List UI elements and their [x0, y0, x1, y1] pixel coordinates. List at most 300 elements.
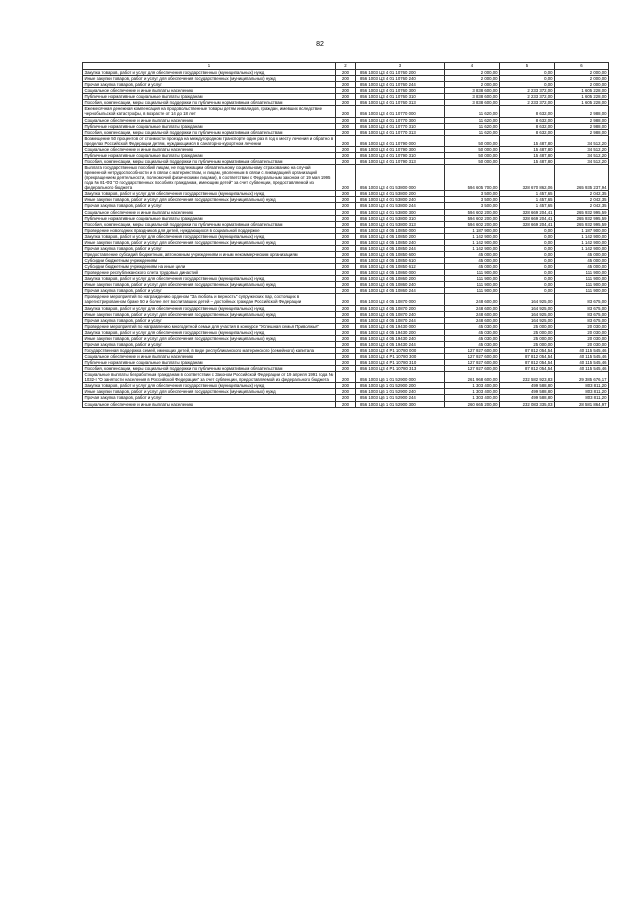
row-executed: 0,00: [500, 270, 555, 276]
row-budget-code: 856 1003 Ц6 1 01 52900 000: [356, 372, 445, 383]
row-line-code: 200: [336, 251, 356, 257]
table-row: [83, 165, 609, 191]
table-row: [83, 106, 609, 117]
row-unexecuted: 265 935 237,94: [555, 165, 609, 191]
row-executed: 15 487,80: [500, 135, 555, 146]
row-budget-code: 856 1003 Ц3 4 01 10770 000: [356, 106, 445, 117]
row-unexecuted: 1 142 900,00: [555, 245, 609, 251]
row-unexecuted: 83 675,00: [555, 294, 609, 305]
row-unexecuted: 20 030,00: [555, 335, 609, 341]
row-budget-code: 856 1003 Ц3 4 05 10850 000: [356, 227, 445, 233]
row-budget-code: 856 1003 Ц3 4 05 10850 240: [356, 239, 445, 245]
row-budget-code: 856 1003 Ц3 4 01 53800 244: [356, 203, 445, 209]
row-executed: 25 000,00: [500, 329, 555, 335]
row-unexecuted: 40 115 545,46: [555, 347, 609, 353]
row-budget-code: 856 1003 Ц3 4 P1 10780 000: [356, 347, 445, 353]
table-row: [83, 88, 609, 94]
row-description: Иные закупки товаров, работ и услуг для обеспечения государственных (муниципальных) нужд: [83, 335, 336, 341]
row-unexecuted: 2 042,35: [555, 203, 609, 209]
row-description: Проведение республиканского слета трудовых династий: [83, 270, 336, 276]
row-approved: 3 500,00: [445, 203, 500, 209]
row-budget-code: 856 1003 Ц3 4 05 10850 600: [356, 251, 445, 257]
row-unexecuted: 803 811,20: [555, 383, 609, 389]
row-unexecuted: 2 000,00: [555, 70, 609, 76]
row-line-code: 200: [336, 245, 356, 251]
row-line-code: 200: [336, 341, 356, 347]
row-executed: 0,00: [500, 239, 555, 245]
row-budget-code: 856 1003 Ц3 4 01 10770 313: [356, 129, 445, 135]
row-budget-code: 856 1003 Ц3 4 05 10870 000: [356, 294, 445, 305]
row-budget-code: 856 1003 Ц3 4 05 10870 244: [356, 317, 445, 323]
row-budget-code: 856 1003 Ц3 4 01 10790 000: [356, 135, 445, 146]
row-unexecuted: 111 900,00: [555, 270, 609, 276]
row-budget-code: 856 1003 Ц3 4 05 10850 200: [356, 233, 445, 239]
row-approved: 1 303 400,00: [445, 395, 500, 401]
row-executed: 1 457,65: [500, 197, 555, 203]
row-unexecuted: 1 605 228,00: [555, 100, 609, 106]
row-executed: 87 812 054,54: [500, 354, 555, 360]
row-executed: 15 487,80: [500, 152, 555, 158]
row-approved: 1 303 400,00: [445, 383, 500, 389]
table-row: [83, 135, 609, 146]
row-executed: 87 812 054,54: [500, 366, 555, 372]
row-description: Проведение мероприятий по награждению орденом "За любовь и верность" супружеских пар, состоящих в зарегистрированном браке 50 и более лет воспитавших детей – достойных граждан Российской Федерации: [83, 294, 336, 305]
row-executed: 164 925,00: [500, 294, 555, 305]
row-executed: 25 000,00: [500, 323, 555, 329]
row-description: Субсидии бюджетным учреждениям на иные цели: [83, 264, 336, 270]
row-line-code: 200: [336, 106, 356, 117]
row-approved: 3 500,00: [445, 191, 500, 197]
row-approved: 594 605 700,00: [445, 165, 500, 191]
row-approved: 45 030,00: [445, 335, 500, 341]
row-budget-code: 856 1003 Ц3 4 05 10860 200: [356, 276, 445, 282]
row-budget-code: 856 1003 Ц3 4 01 53800 300: [356, 209, 445, 215]
row-description: Прочая закупка товаров, работ и услуг: [83, 82, 336, 88]
row-description: Закупка товаров, работ и услуг для обеспечения государственных (муниципальных) нужд: [83, 329, 336, 335]
row-unexecuted: 45 000,00: [555, 251, 609, 257]
row-budget-code: 856 1003 Ц3 4 01 53800 200: [356, 191, 445, 197]
table-row: [83, 372, 609, 383]
column-number: 6: [555, 63, 609, 70]
row-approved: 111 900,00: [445, 288, 500, 294]
row-description: Публичные нормативные социальные выплаты гражданам: [83, 94, 336, 100]
row-executed: 2 233 372,00: [500, 88, 555, 94]
row-approved: 45 030,00: [445, 341, 500, 347]
row-unexecuted: 20 030,00: [555, 323, 609, 329]
row-unexecuted: 34 512,20: [555, 152, 609, 158]
row-approved: 11 620,00: [445, 117, 500, 123]
row-description: Иные закупки товаров, работ и услуг для обеспечения государственных (муниципальных) нужд: [83, 311, 336, 317]
row-approved: 50 000,00: [445, 146, 500, 152]
row-description: Ежемесячная денежная компенсация на продовольственные товары детям инвалидов, граждан, имевших вследствие чернобыльской катастрофы, в возрасте от 14 до 18 лет: [83, 106, 336, 117]
row-approved: 1 142 900,00: [445, 245, 500, 251]
row-description: Иные закупки товаров, работ и услуг для обеспечения государственных (муниципальных) нужд: [83, 389, 336, 395]
row-unexecuted: 83 675,00: [555, 311, 609, 317]
row-approved: 111 900,00: [445, 276, 500, 282]
row-unexecuted: 28 581 864,97: [555, 401, 609, 407]
row-line-code: 200: [336, 215, 356, 221]
row-approved: 3 838 600,00: [445, 100, 500, 106]
row-approved: 248 600,00: [445, 311, 500, 317]
row-budget-code: 856 1003 Ц3 4 01 10760 240: [356, 76, 445, 82]
row-approved: 2 000,00: [445, 82, 500, 88]
row-description: Закупка товаров, работ и услуг для обеспечения государственных (муниципальных) нужд: [83, 305, 336, 311]
row-budget-code: 856 1003 Ц6 1 01 52900 244: [356, 395, 445, 401]
row-approved: 50 000,00: [445, 135, 500, 146]
row-executed: 0,00: [500, 233, 555, 239]
row-unexecuted: 2 042,35: [555, 191, 609, 197]
row-budget-code: 856 1003 Ц3 4 05 19430 200: [356, 329, 445, 335]
row-unexecuted: 1 187 900,00: [555, 227, 609, 233]
row-line-code: 200: [336, 354, 356, 360]
row-unexecuted: 1 605 228,00: [555, 94, 609, 100]
row-unexecuted: 2 000,00: [555, 82, 609, 88]
row-line-code: 200: [336, 282, 356, 288]
row-approved: 3 500,00: [445, 197, 500, 203]
row-executed: 8 632,00: [500, 123, 555, 129]
row-approved: 248 600,00: [445, 305, 500, 311]
row-line-code: 200: [336, 276, 356, 282]
row-description: Социальное обеспечение и иные выплаты населению: [83, 401, 336, 407]
row-approved: 11 620,00: [445, 123, 500, 129]
row-unexecuted: 29 385 676,17: [555, 372, 609, 383]
row-unexecuted: 2 000,00: [555, 76, 609, 82]
table-body: [83, 70, 609, 408]
row-approved: 3 838 600,00: [445, 88, 500, 94]
row-line-code: 200: [336, 347, 356, 353]
row-approved: 248 600,00: [445, 294, 500, 305]
table-row: [83, 360, 609, 366]
row-budget-code: 856 1003 Ц3 4 P1 10780 313: [356, 366, 445, 372]
row-description: Публичные нормативные социальные выплаты гражданам: [83, 360, 336, 366]
row-approved: 3 838 600,00: [445, 94, 500, 100]
row-budget-code: 856 1003 Ц3 4 01 10790 313: [356, 158, 445, 164]
row-budget-code: 856 1003 Ц3 4 01 10760 300: [356, 88, 445, 94]
row-budget-code: 856 1003 Ц3 4 01 10760 200: [356, 70, 445, 76]
row-line-code: 200: [336, 135, 356, 146]
row-line-code: 200: [336, 100, 356, 106]
row-executed: 8 632,00: [500, 117, 555, 123]
row-executed: 164 925,00: [500, 305, 555, 311]
column-number-row: [83, 63, 609, 70]
table-row: [83, 294, 609, 305]
row-line-code: 200: [336, 360, 356, 366]
row-line-code: 200: [336, 389, 356, 395]
row-line-code: 200: [336, 146, 356, 152]
row-line-code: 200: [336, 395, 356, 401]
row-line-code: 200: [336, 203, 356, 209]
row-approved: 111 900,00: [445, 282, 500, 288]
row-line-code: 200: [336, 165, 356, 191]
table-row: [83, 401, 609, 407]
row-executed: 87 812 054,54: [500, 360, 555, 366]
row-budget-code: 856 1003 Ц3 4 01 10770 300: [356, 117, 445, 123]
row-executed: 0,00: [500, 82, 555, 88]
row-executed: 328 670 862,06: [500, 165, 555, 191]
row-executed: 499 588,80: [500, 383, 555, 389]
row-approved: 1 187 900,00: [445, 227, 500, 233]
row-unexecuted: 1 142 900,00: [555, 239, 609, 245]
row-unexecuted: 2 988,00: [555, 117, 609, 123]
row-description: Прочая закупка товаров, работ и услуг: [83, 341, 336, 347]
row-approved: 50 000,00: [445, 152, 500, 158]
row-executed: 1 457,65: [500, 203, 555, 209]
row-budget-code: 856 1003 Ц3 4 01 10770 310: [356, 123, 445, 129]
row-budget-code: 856 1003 Ц3 4 05 10860 240: [356, 282, 445, 288]
row-description: Закупка товаров, работ и услуг для обеспечения государственных (муниципальных) нужд: [83, 383, 336, 389]
row-unexecuted: 2 042,35: [555, 197, 609, 203]
row-line-code: 200: [336, 221, 356, 227]
row-description: Публичные нормативные социальные выплаты гражданам: [83, 152, 336, 158]
row-line-code: 200: [336, 258, 356, 264]
row-description: Публичные нормативные социальные выплаты гражданам: [83, 215, 336, 221]
table-row: [83, 94, 609, 100]
row-executed: 164 925,00: [500, 317, 555, 323]
row-approved: 594 602 200,00: [445, 215, 500, 221]
row-description: Социальные выплаты безработным гражданам в соответствии с Законом Российской Федерации от 19 апреля 1991 года № 1032-I "О занятости населения в Российской Федерации" за счет субвенции, предоставляемой из федерального бюджета: [83, 372, 336, 383]
row-executed: 0,00: [500, 276, 555, 282]
row-unexecuted: 40 115 545,46: [555, 366, 609, 372]
row-executed: 0,00: [500, 264, 555, 270]
row-unexecuted: 2 988,00: [555, 106, 609, 117]
row-description: Пособия, компенсации, меры социальной поддержки по публичным нормативным обязательствам: [83, 221, 336, 227]
row-line-code: 200: [336, 76, 356, 82]
row-line-code: 200: [336, 372, 356, 383]
row-description: Социальное обеспечение и иные выплаты населению: [83, 117, 336, 123]
row-line-code: 200: [336, 197, 356, 203]
row-approved: 127 927 600,00: [445, 347, 500, 353]
table-row: [83, 209, 609, 215]
row-approved: 594 602 200,00: [445, 209, 500, 215]
row-executed: 15 487,80: [500, 146, 555, 152]
row-executed: 2 233 372,00: [500, 94, 555, 100]
row-line-code: 200: [336, 264, 356, 270]
table-row: [83, 354, 609, 360]
row-line-code: 200: [336, 305, 356, 311]
row-description: Прочая закупка товаров, работ и услуг: [83, 317, 336, 323]
row-unexecuted: 83 675,00: [555, 305, 609, 311]
row-description: Иные закупки товаров, работ и услуг для обеспечения государственных (муниципальных) нужд: [83, 76, 336, 82]
row-executed: 1 457,65: [500, 191, 555, 197]
row-budget-code: 856 1003 Ц3 4 05 19430 240: [356, 335, 445, 341]
row-executed: 0,00: [500, 76, 555, 82]
row-line-code: 200: [336, 70, 356, 76]
row-description: Социальное обеспечение и иные выплаты населению: [83, 209, 336, 215]
row-unexecuted: 45 000,00: [555, 264, 609, 270]
row-description: Социальное обеспечение и иные выплаты населению: [83, 88, 336, 94]
row-line-code: 200: [336, 191, 356, 197]
row-description: Государственная поддержка семей, имеющих детей, в виде республиканского материнского (семейного) капитала: [83, 347, 336, 353]
row-description: Пособия, компенсации, меры социальной поддержки по публичным нормативным обязательствам: [83, 129, 336, 135]
row-description: Предоставление субсидий бюджетным, автономным учреждениям и иным некоммерческим организациям: [83, 251, 336, 257]
row-description: Проведение мероприятий по направлению многодетной семьи для участия в конкурсе "Успешная семья Приволжья": [83, 323, 336, 329]
row-budget-code: 856 1003 Ц3 4 01 10790 310: [356, 152, 445, 158]
row-unexecuted: 2 988,00: [555, 123, 609, 129]
row-budget-code: 856 1003 Ц3 4 01 10760 244: [356, 82, 445, 88]
row-description: Публичные нормативные социальные выплаты гражданам: [83, 123, 336, 129]
row-unexecuted: 20 030,00: [555, 329, 609, 335]
row-unexecuted: 803 811,20: [555, 389, 609, 395]
row-unexecuted: 1 605 228,00: [555, 88, 609, 94]
row-approved: 45 000,00: [445, 251, 500, 257]
row-description: Прочая закупка товаров, работ и услуг: [83, 288, 336, 294]
row-unexecuted: 803 811,20: [555, 395, 609, 401]
row-budget-code: 856 1003 Ц3 4 05 10850 244: [356, 245, 445, 251]
row-unexecuted: 34 512,20: [555, 135, 609, 146]
row-executed: 0,00: [500, 258, 555, 264]
row-description: Выплата государственных пособий лицам, не подлежащим обязательному социальному страхованию на случай временной нетрудоспособности и в связи с материнством, и лицам, уволенным в связи с ликвидацией организаций (прекращением деятельности, полномочий физическими лицами), в соответствии с Федеральным законом от 19 мая 1995 года № 81-ФЗ "О государственных пособиях гражданам, имеющим детей" за счет субвенции, предоставляемой из федерального бюджета: [83, 165, 336, 191]
row-line-code: 200: [336, 233, 356, 239]
row-unexecuted: 40 115 545,46: [555, 360, 609, 366]
row-line-code: 200: [336, 383, 356, 389]
row-approved: 1 142 900,00: [445, 233, 500, 239]
row-unexecuted: 20 030,00: [555, 341, 609, 347]
row-budget-code: 856 1003 Ц3 4 01 10760 313: [356, 100, 445, 106]
row-line-code: 200: [336, 88, 356, 94]
table-row: [83, 366, 609, 372]
row-description: Пособия, компенсации, меры социальной поддержки по публичным нормативным обязательствам: [83, 100, 336, 106]
row-unexecuted: 1 142 900,00: [555, 233, 609, 239]
row-executed: 87 812 054,54: [500, 347, 555, 353]
row-description: Иные закупки товаров, работ и услуг для обеспечения государственных (муниципальных) нужд: [83, 239, 336, 245]
row-approved: 45 000,00: [445, 264, 500, 270]
column-number: 5: [500, 63, 555, 70]
row-approved: 594 602 200,00: [445, 221, 500, 227]
page-number: 82: [316, 41, 324, 48]
row-line-code: 200: [336, 317, 356, 323]
row-line-code: 200: [336, 335, 356, 341]
row-executed: 0,00: [500, 245, 555, 251]
table-row: [83, 221, 609, 227]
row-budget-code: 856 1003 Ц3 4 05 10850 612: [356, 264, 445, 270]
row-description: Иные закупки товаров, работ и услуг для обеспечения государственных (муниципальных) нужд: [83, 197, 336, 203]
row-line-code: 200: [336, 294, 356, 305]
row-approved: 1 142 900,00: [445, 239, 500, 245]
row-line-code: 200: [336, 82, 356, 88]
table-row: [83, 100, 609, 106]
row-unexecuted: 111 900,00: [555, 276, 609, 282]
row-approved: 50 000,00: [445, 158, 500, 164]
row-budget-code: 856 1003 Ц6 1 01 52900 200: [356, 383, 445, 389]
row-description: Субсидии бюджетным учреждениям: [83, 258, 336, 264]
row-executed: 499 588,80: [500, 395, 555, 401]
row-description: Проведение новогодних праздников для детей, нуждающихся в социальной поддержке: [83, 227, 336, 233]
row-description: Пособия, компенсации, меры социальной поддержки по публичным нормативным обязательствам: [83, 366, 336, 372]
column-number: 2: [336, 63, 356, 70]
row-executed: 0,00: [500, 251, 555, 257]
row-description: Социальное обеспечение и иные выплаты населению: [83, 354, 336, 360]
row-budget-code: 856 1003 Ц3 4 P1 10780 300: [356, 354, 445, 360]
budget-execution-table: [82, 62, 609, 408]
row-line-code: 200: [336, 329, 356, 335]
row-unexecuted: 34 512,20: [555, 158, 609, 164]
row-budget-code: 856 1003 Ц3 4 01 53800 240: [356, 197, 445, 203]
row-line-code: 200: [336, 227, 356, 233]
row-executed: 15 487,80: [500, 158, 555, 164]
row-executed: 8 632,00: [500, 106, 555, 117]
row-description: Социальное обеспечение и иные выплаты населению: [83, 146, 336, 152]
row-line-code: 200: [336, 209, 356, 215]
row-approved: 2 000,00: [445, 76, 500, 82]
row-line-code: 200: [336, 288, 356, 294]
column-number: 1: [83, 63, 336, 70]
row-approved: 45 030,00: [445, 323, 500, 329]
row-budget-code: 856 1003 Ц3 4 01 53800 313: [356, 221, 445, 227]
row-description: Закупка товаров, работ и услуг для обеспечения государственных (муниципальных) нужд: [83, 233, 336, 239]
row-executed: 328 669 204,41: [500, 221, 555, 227]
row-approved: 11 620,00: [445, 106, 500, 117]
row-description: Прочая закупка товаров, работ и услуг: [83, 395, 336, 401]
row-unexecuted: 2 988,00: [555, 129, 609, 135]
row-description: Закупка товаров, работ и услуг для обеспечения государственных (муниципальных) нужд: [83, 70, 336, 76]
row-executed: 25 000,00: [500, 335, 555, 341]
row-budget-code: 856 1003 Ц3 4 05 10870 200: [356, 305, 445, 311]
row-line-code: 200: [336, 158, 356, 164]
row-budget-code: 856 1003 Ц3 4 05 10850 610: [356, 258, 445, 264]
column-number: 4: [445, 63, 500, 70]
row-approved: 261 968 600,00: [445, 372, 500, 383]
row-executed: 0,00: [500, 282, 555, 288]
row-unexecuted: 40 115 545,46: [555, 354, 609, 360]
row-budget-code: 856 1003 Ц6 1 01 52900 300: [356, 401, 445, 407]
row-executed: 328 669 204,41: [500, 215, 555, 221]
row-line-code: 200: [336, 270, 356, 276]
row-description: Иные закупки товаров, работ и услуг для обеспечения государственных (муниципальных) нужд: [83, 282, 336, 288]
row-executed: 232 083 335,03: [500, 401, 555, 407]
row-unexecuted: 45 000,00: [555, 258, 609, 264]
row-executed: 328 669 204,41: [500, 209, 555, 215]
row-executed: 164 925,00: [500, 311, 555, 317]
row-line-code: 200: [336, 123, 356, 129]
row-executed: 25 000,00: [500, 341, 555, 347]
row-budget-code: 856 1003 Ц3 4 01 53800 310: [356, 215, 445, 221]
row-line-code: 200: [336, 152, 356, 158]
row-description: Закупка товаров, работ и услуг для обеспечения государственных (муниципальных) нужд: [83, 191, 336, 197]
row-executed: 0,00: [500, 288, 555, 294]
row-approved: 111 900,00: [445, 270, 500, 276]
row-executed: 232 582 923,83: [500, 372, 555, 383]
row-approved: 45 000,00: [445, 258, 500, 264]
row-executed: 8 632,00: [500, 129, 555, 135]
row-approved: 127 927 600,00: [445, 360, 500, 366]
row-unexecuted: 265 932 995,59: [555, 221, 609, 227]
row-unexecuted: 83 675,00: [555, 317, 609, 323]
row-budget-code: 856 1003 Ц3 4 05 10860 000: [356, 270, 445, 276]
row-line-code: 200: [336, 401, 356, 407]
row-description: Пособия, компенсации, меры социальной поддержки по публичным нормативным обязательствам: [83, 158, 336, 164]
row-budget-code: 856 1003 Ц3 4 05 19430 244: [356, 341, 445, 347]
row-budget-code: 856 1003 Ц3 4 01 53800 000: [356, 165, 445, 191]
row-description: Возмещение 50 процентов от стоимости проезда на междугородном транспорте один раз в год к месту лечения и обратно в пределах Российской Федерации детям, нуждающимся в санаторно-курортном лечении: [83, 135, 336, 146]
row-unexecuted: 265 932 995,59: [555, 215, 609, 221]
table-row: [83, 215, 609, 221]
row-description: Прочая закупка товаров, работ и услуг: [83, 245, 336, 251]
row-budget-code: 856 1003 Ц3 4 01 10760 310: [356, 94, 445, 100]
row-approved: 1 303 400,00: [445, 389, 500, 395]
row-budget-code: 856 1003 Ц6 1 01 52900 240: [356, 389, 445, 395]
row-description: Закупка товаров, работ и услуг для обеспечения государственных (муниципальных) нужд: [83, 276, 336, 282]
row-executed: 0,00: [500, 70, 555, 76]
row-unexecuted: 34 512,20: [555, 146, 609, 152]
row-approved: 127 927 600,00: [445, 366, 500, 372]
row-line-code: 200: [336, 117, 356, 123]
row-line-code: 200: [336, 239, 356, 245]
row-approved: 127 927 600,00: [445, 354, 500, 360]
table-row: [83, 347, 609, 353]
row-line-code: 200: [336, 311, 356, 317]
row-approved: 45 030,00: [445, 329, 500, 335]
row-executed: 2 233 372,00: [500, 100, 555, 106]
